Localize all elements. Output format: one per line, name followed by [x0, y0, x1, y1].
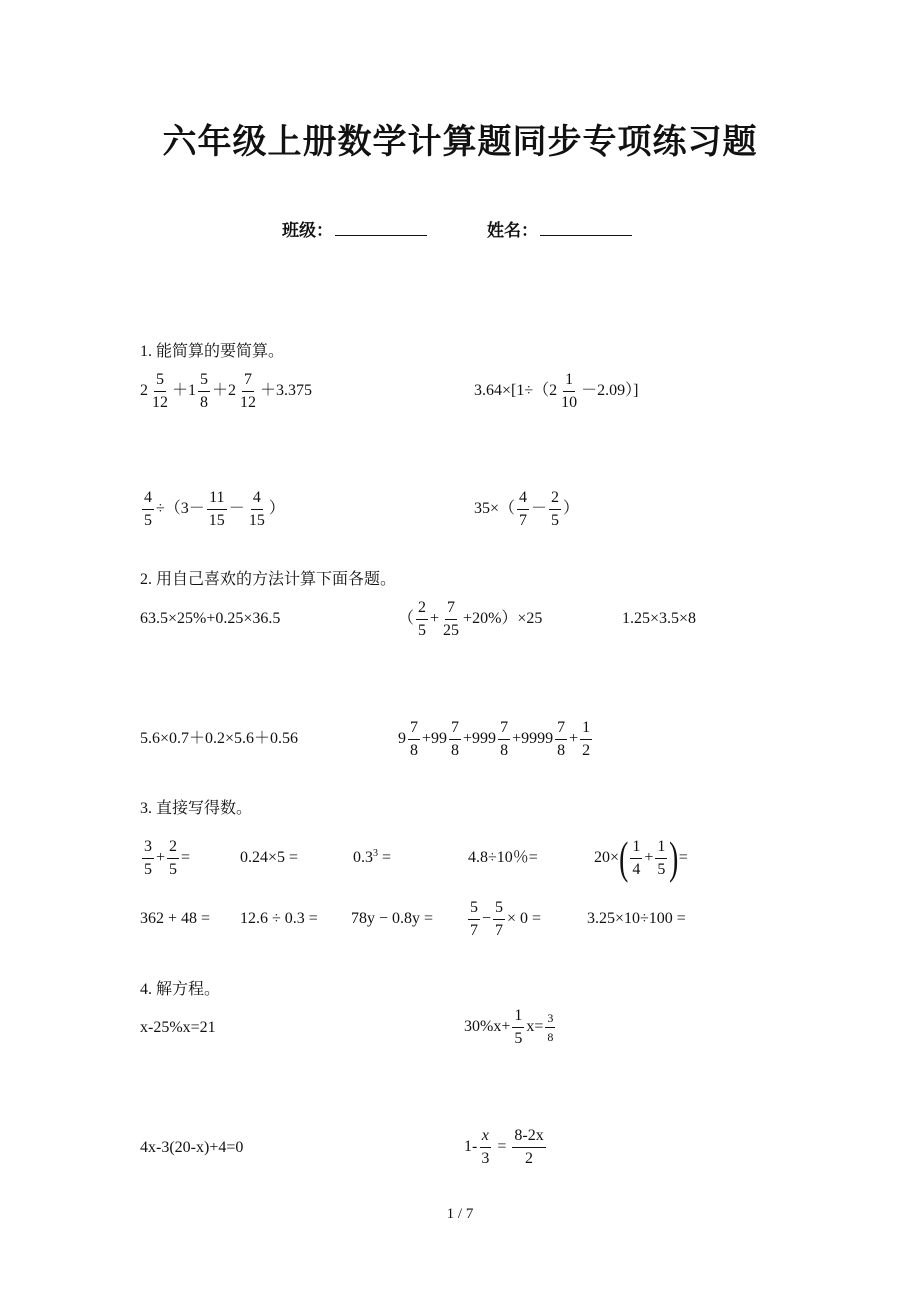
q3-expr-h: 78y − 0.8y =: [351, 910, 434, 927]
name-blank[interactable]: [540, 219, 632, 236]
class-blank[interactable]: [335, 219, 427, 236]
q3-expr-b: 0.24×5 =: [240, 849, 299, 866]
q3-expr-i: $\frac{5}{7}$ − $\frac{5}{7}$ × 0 =: [470, 898, 542, 939]
section-2-heading: 2. 用自己喜欢的方法计算下面各题。: [140, 571, 397, 588]
q4-expr-a: x-25%x=21: [140, 1019, 216, 1036]
section-3-heading: 3. 直接写得数。: [140, 800, 253, 817]
name-label: 姓名：: [487, 221, 538, 240]
q3-expr-f: 362 + 48 =: [140, 910, 211, 927]
q1-expr-b: 3.64×[1÷（2 $\frac{1}{10}$ －2.09）]: [474, 370, 639, 411]
class-label: 班级：: [282, 221, 333, 240]
page-title: 六年级上册数学计算题同步专项练习题: [162, 124, 758, 161]
q4-expr-b: 30%x+ $\frac{1}{5}$ x= $\frac{3}{8}$: [464, 1006, 554, 1047]
q2-expr-c: 1.25×3.5×8: [622, 610, 697, 627]
q3-expr-g: 12.6 ÷ 0.3 =: [240, 910, 318, 927]
q1-expr-c: $\frac{4}{5}$ ÷（3－ $\frac{11}{15}$ － $\frac{4}{15}$ ）: [144, 488, 285, 529]
q3-expr-a: $\frac{3}{5}$ + $\frac{2}{5}$ =: [144, 837, 191, 878]
q4-expr-c: 4x-3(20-x)+4=0: [140, 1139, 244, 1156]
q2-expr-e: 9 $\frac{7}{8}$ +99 $\frac{7}{8}$ +999 $\frac{7}{8}$ +9999 $\frac{7}{8}$ + $\frac{1}{2}$: [398, 718, 591, 759]
q2-expr-a: 63.5×25%+0.25×36.5: [140, 610, 281, 627]
class-field: [282, 216, 427, 241]
name-field: [487, 216, 632, 241]
q2-expr-d: 5.6×0.7＋0.2×5.6＋0.56: [140, 730, 299, 747]
q3-expr-d: 4.8÷10％=: [468, 849, 538, 866]
q4-expr-d: 1- $\frac{x}{3}$ = $\frac{8-2x}{2}$: [464, 1126, 544, 1167]
q1-expr-a: 2 $\frac{5}{12}$ ＋1 $\frac{5}{8}$ ＋2 $\frac{7}{12}$ ＋3.375: [140, 370, 313, 411]
q2-expr-b: （ $\frac{2}{5}$ + $\frac{7}{25}$ +20%）×25: [398, 598, 543, 639]
q1-expr-d: 35×（ $\frac{4}{7}$ － $\frac{2}{5}$ ）: [474, 488, 580, 529]
page-number: 1 / 7: [446, 1206, 474, 1222]
section-4-heading: 4. 解方程。: [140, 981, 221, 998]
q3-expr-j: 3.25×10÷100 =: [587, 910, 686, 927]
q3-expr-e: 20× ( $\frac{1}{4}$ + $\frac{1}{5}$ ) =: [594, 832, 688, 883]
section-1-heading: 1. 能简算的要简算。: [140, 343, 285, 360]
q3-expr-c: 0.3 3 =: [353, 848, 392, 866]
